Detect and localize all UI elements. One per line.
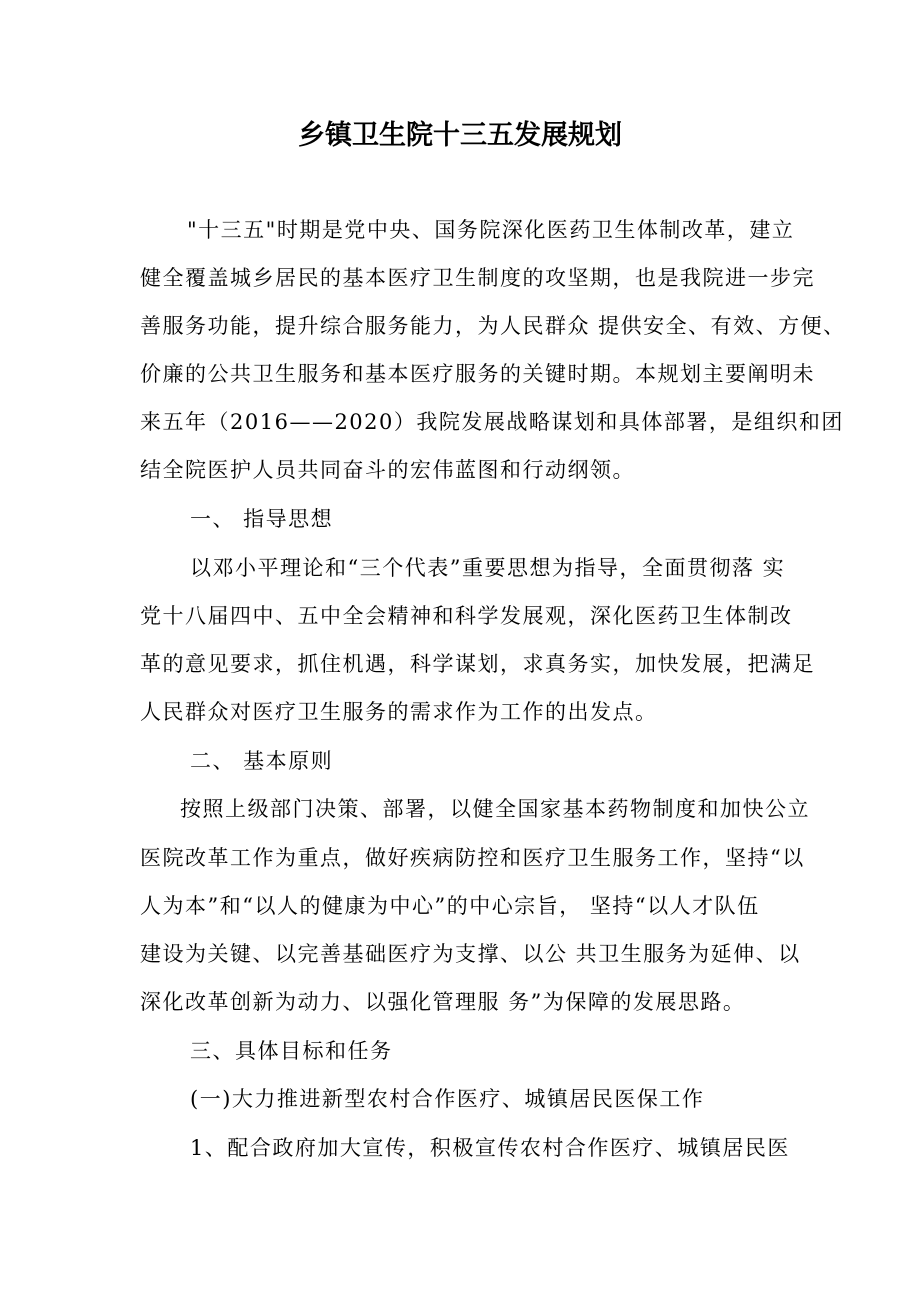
paragraph-line: 1、配合政府加大宣传，积极宣传农村合作医疗、城镇居民医 [190,1136,790,1160]
paragraph-line: 建设为关键、以完善基础医疗为支撑、以公 共卫生服务为延伸、以 [140,942,801,966]
paragraph-line: 结全院医护人员共同奋斗的宏伟蓝图和行动纲领。 [140,458,635,482]
paragraph-line: "十三五"时期是党中央、国务院深化医药卫生体制改革，建立 [187,218,795,242]
section-heading-guiding-ideology: 一、 指导思想 [190,507,334,531]
paragraph-line: 革的意见要求，抓住机遇，科学谋划，求真务实，加快发展，把满足 [140,652,815,676]
paragraph-line: 来五年（2016——2020）我院发展战略谋划和具体部署，是组织和团 [140,410,844,434]
section-heading-goals-and-tasks: 三、具体目标和任务 [190,1039,393,1063]
section-heading-basic-principles: 二、 基本原则 [190,749,334,773]
paragraph-line: 善服务功能，提升综合服务能力，为人民群众 提供安全、有效、方便、 [140,314,846,338]
paragraph-line: 健全覆盖城乡居民的基本医疗卫生制度的攻坚期，也是我院进一步完 [140,266,815,290]
subsection-heading: (一)大力推进新型农村合作医疗、城镇居民医保工作 [190,1087,705,1111]
paragraph-line: 深化改革创新为动力、以强化管理服 务”为保障的发展思路。 [140,990,746,1014]
paragraph-line: 人民群众对医疗卫生服务的需求作为工作的出发点。 [140,700,658,724]
paragraph-line: 价廉的公共卫生服务和基本医疗服务的关键时期。本规划主要阐明未 [140,362,815,386]
document-title: 乡镇卫生院十三五发展规划 [298,120,622,151]
paragraph-line: 医院改革工作为重点，做好疾病防控和医疗卫生服务工作，坚持“以 [140,846,805,870]
paragraph-line: 按照上级部门决策、部署，以健全国家基本药物制度和加快公立 [180,797,810,821]
paragraph-line: 人为本”和“以人的健康为中心”的中心宗旨， 坚持“以人才队伍 [140,894,760,918]
paragraph-line: 以邓小平理论和“三个代表”重要思想为指导，全面贯彻落 实 [190,556,786,580]
paragraph-line: 党十八届四中、五中全会精神和科学发展观，深化医药卫生体制改 [140,604,793,628]
